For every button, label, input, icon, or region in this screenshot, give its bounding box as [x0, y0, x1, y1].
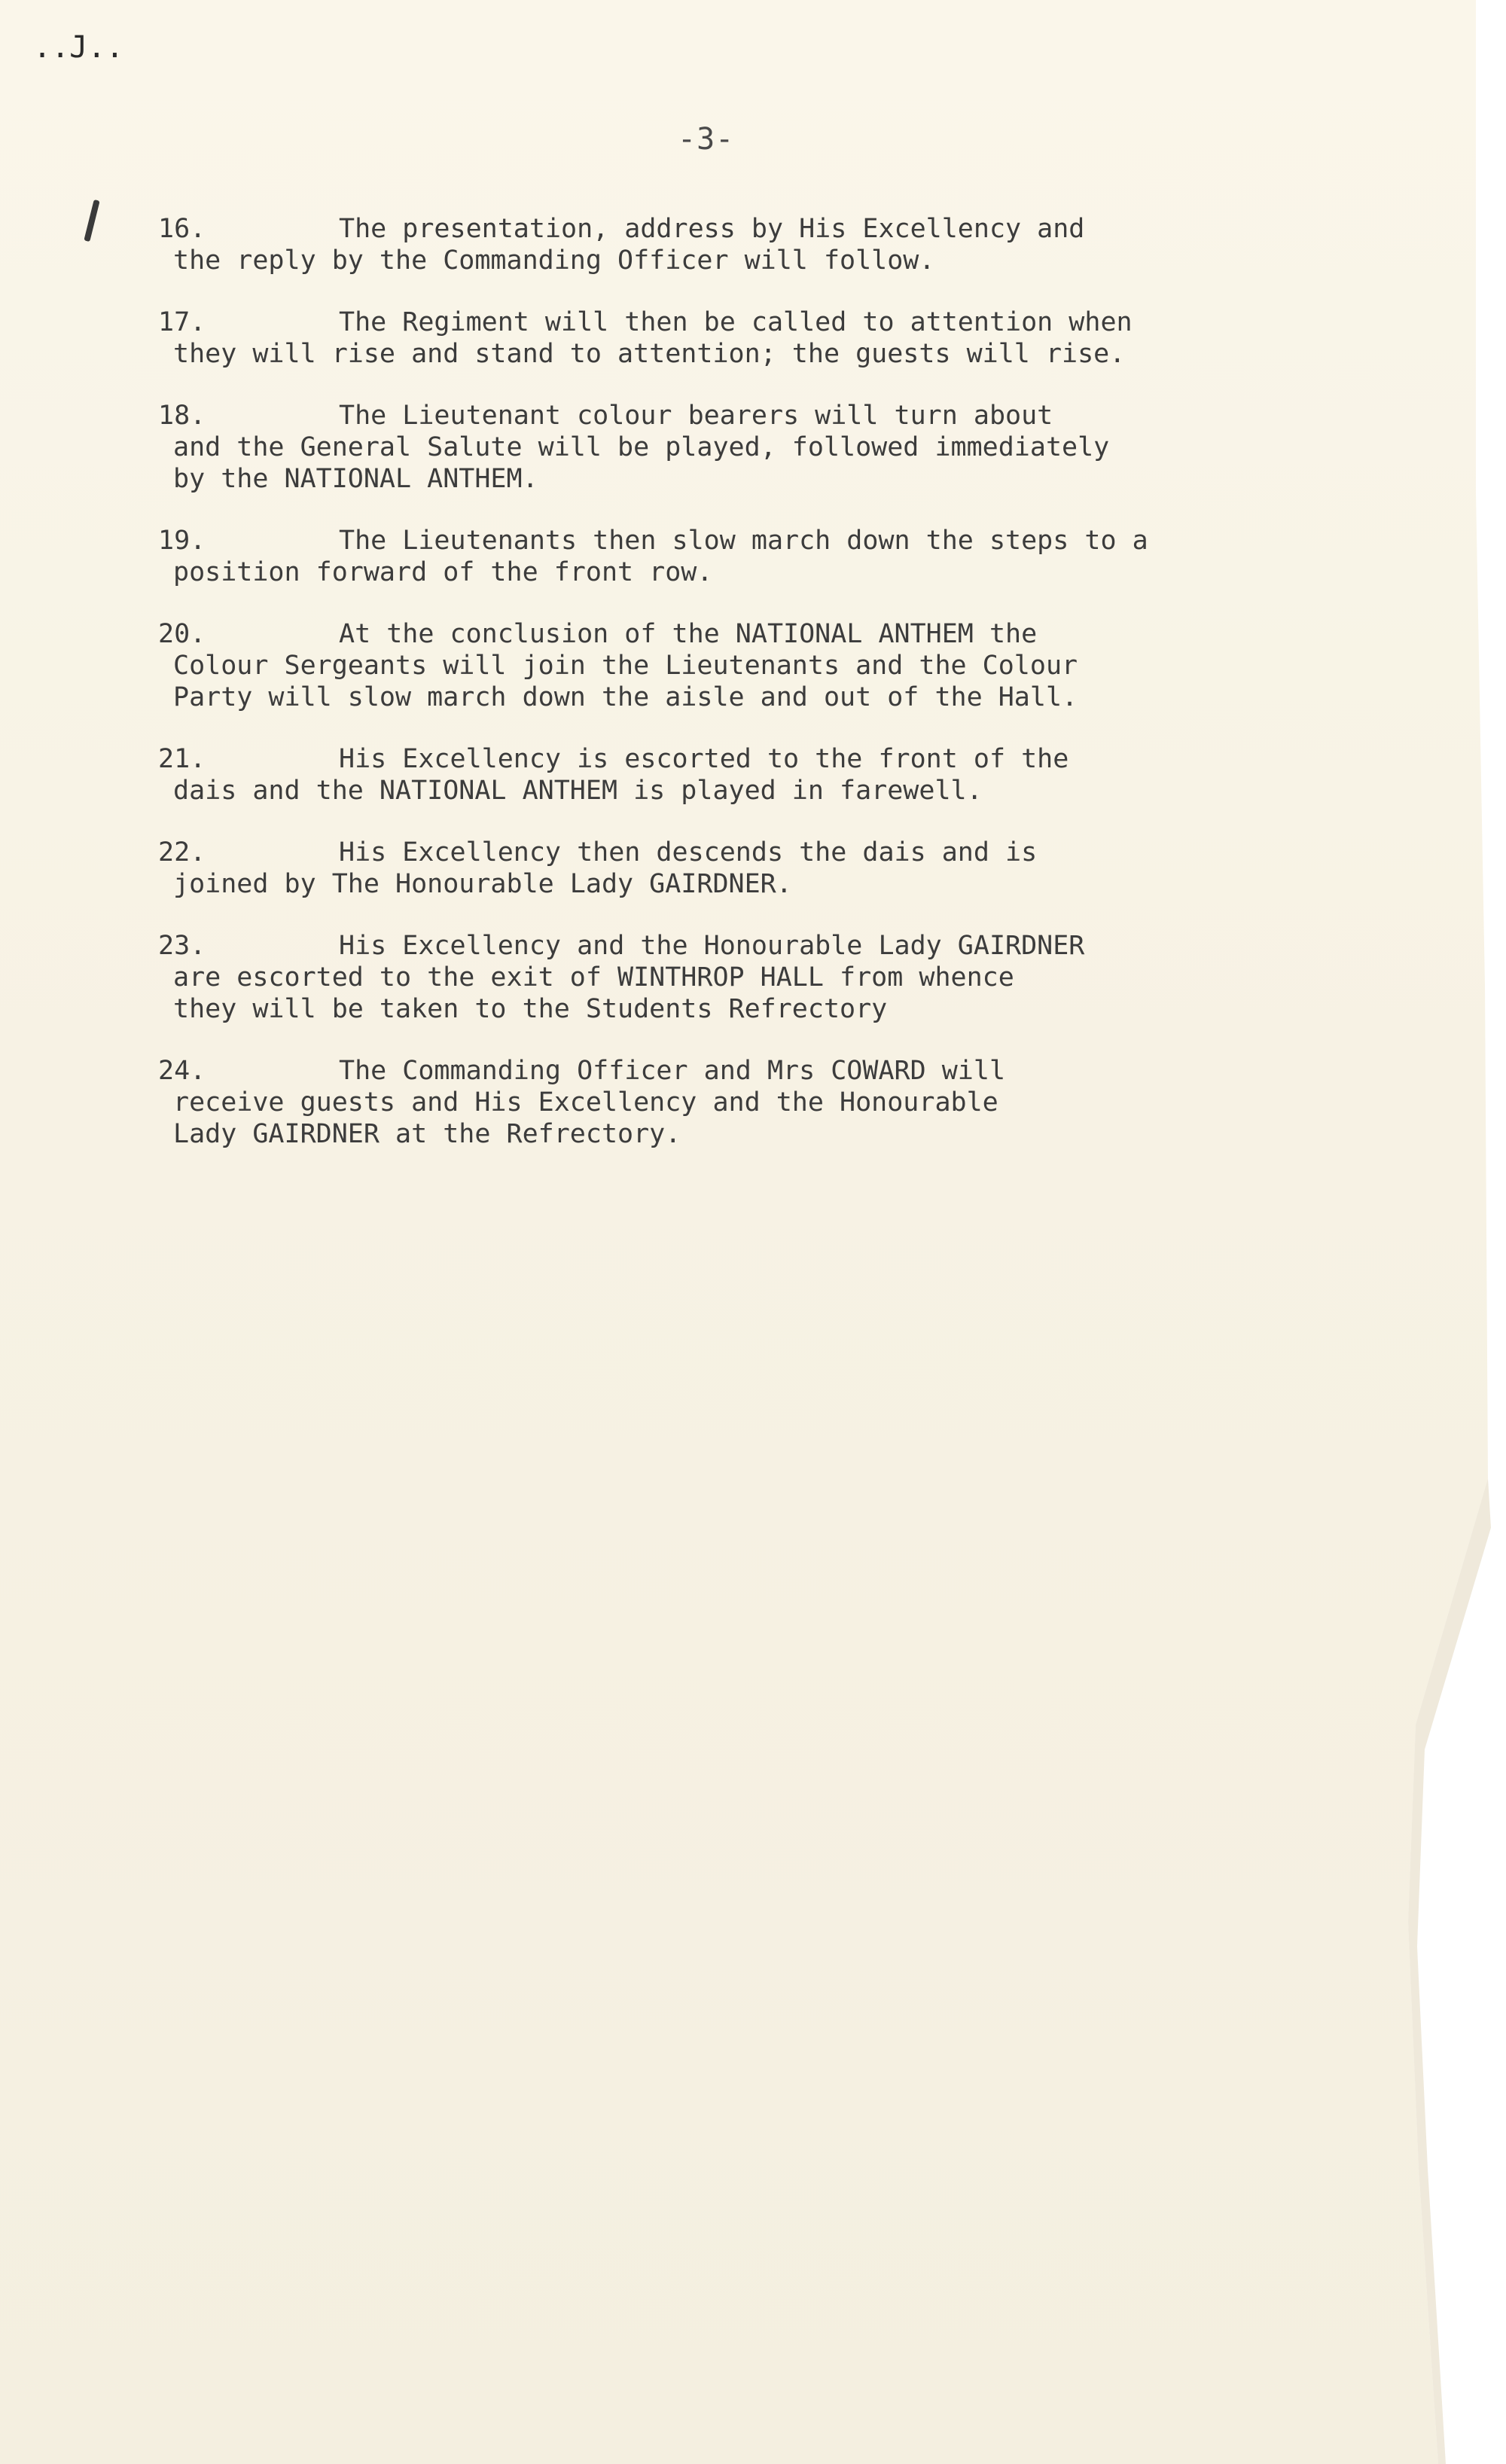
paragraph-lead-text: The Regiment will then be called to attention when [339, 307, 1133, 337]
paragraph-item [158, 743, 1348, 807]
paragraph-lead-text: The Commanding Officer and Mrs COWARD will [339, 1056, 1006, 1086]
paragraph-lead-text: His Excellency is escorted to the front of the [339, 744, 1069, 774]
paragraph-continuation-line: dais and the NATIONAL ANTHEM is played in farewell. [173, 776, 983, 806]
paragraph-first-line [158, 837, 1348, 868]
page-number: -3- [678, 122, 735, 157]
paragraph-lead-text: His Excellency and the Honourable Lady GAIRDNER [339, 931, 1085, 961]
paragraph-item [158, 400, 1348, 495]
paragraph-lead-text: At the conclusion of the NATIONAL ANTHEM the [339, 619, 1038, 649]
paragraph-item [158, 618, 1348, 713]
paragraph-continuation-line: they will rise and stand to attention; the guests will rise. [173, 339, 1126, 369]
paragraph-number: 21. [158, 744, 206, 774]
paragraph-number: 23. [158, 931, 206, 961]
paragraph-item [158, 306, 1348, 370]
paragraph-first-line [158, 618, 1348, 650]
paragraph-first-line [158, 400, 1348, 432]
paragraph-lead-text: The Lieutenant colour bearers will turn about [339, 401, 1053, 431]
paragraph-list [158, 213, 1348, 1180]
paragraph-continuation-line: joined by The Honourable Lady GAIRDNER. [173, 869, 792, 899]
paragraph-continuation-line: Lady GAIRDNER at the Refrectory. [173, 1119, 681, 1149]
paragraph-lead-text: His Excellency then descends the dais and is [339, 837, 1038, 868]
paragraph-first-line [158, 930, 1348, 962]
paragraph-number: 16. [158, 214, 206, 244]
paragraph-continuation-line: Colour Sergeants will join the Lieutenants and the Colour [173, 651, 1078, 681]
paragraph-item [158, 525, 1348, 588]
paragraph-continuation-line: and the General Salute will be played, followed immediately [173, 432, 1110, 462]
paragraph-continuation-line: are escorted to the exit of WINTHROP HALL from whence [173, 962, 1014, 993]
paragraph-number: 19. [158, 526, 206, 556]
paragraph-continuation-line: Party will slow march down the aisle and out of the Hall. [173, 682, 1078, 712]
paragraph-item [158, 213, 1348, 276]
paragraph-continuation-line: position forward of the front row. [173, 557, 713, 587]
paragraph-continuation-line: they will be taken to the Students Refrectory [173, 994, 888, 1024]
paragraph-first-line [158, 743, 1348, 775]
paragraph-number: 17. [158, 307, 206, 337]
pencil-tick-mark [84, 200, 99, 242]
paragraph-number: 18. [158, 401, 206, 431]
paragraph-item [158, 837, 1348, 900]
paragraph-item [158, 930, 1348, 1025]
paragraph-first-line [158, 213, 1348, 245]
paragraph-continuation-line: by the NATIONAL ANTHEM. [173, 464, 538, 494]
paragraph-first-line [158, 525, 1348, 557]
torn-page-edge [1355, 0, 1506, 2464]
paragraph-lead-text: The Lieutenants then slow march down the steps to a [339, 526, 1148, 556]
paragraph-continuation-line: receive guests and His Excellency and the Honourable [173, 1087, 998, 1118]
corner-handwritten-mark: ..J.. [33, 30, 124, 65]
paragraph-first-line [158, 1055, 1348, 1087]
paragraph-number: 20. [158, 619, 206, 649]
paragraph-number: 22. [158, 837, 206, 868]
paragraph-lead-text: The presentation, address by His Excellency and [339, 214, 1085, 244]
paragraph-number: 24. [158, 1056, 206, 1086]
paragraph-first-line [158, 306, 1348, 338]
paragraph-continuation-line: the reply by the Commanding Officer will follow. [173, 245, 935, 276]
paragraph-item [158, 1055, 1348, 1150]
